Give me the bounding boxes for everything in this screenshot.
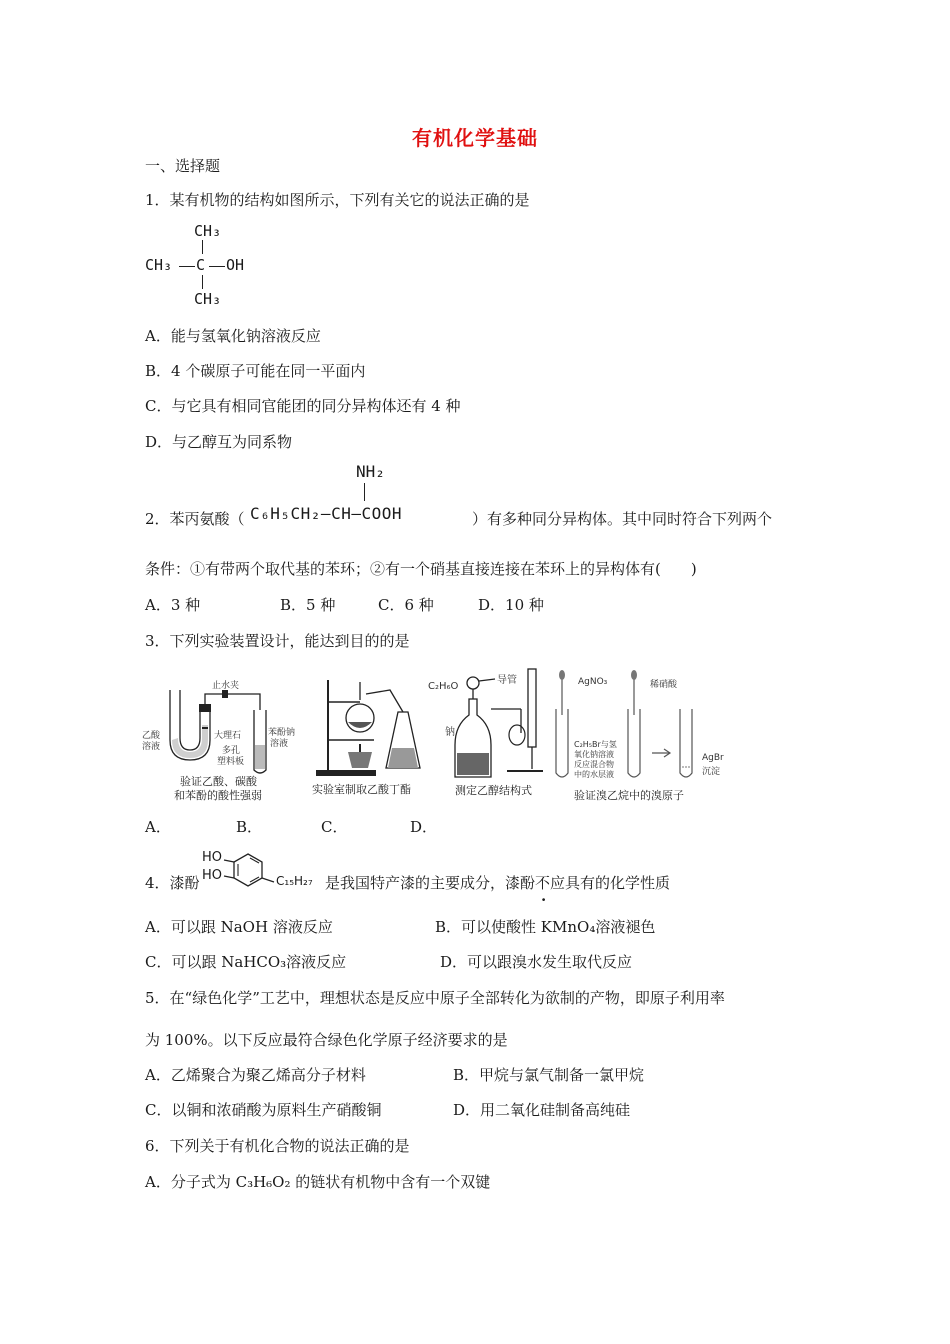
q1-option-a: A．能与氢氧化钠溶液反应 <box>145 327 321 345</box>
fig-d-label: 氧化钠溶液 <box>574 750 614 759</box>
q3-stem: 3．下列实验装置设计，能达到目的的是 <box>145 632 410 650</box>
q6-option-a: A．分子式为 C₃H₆O₂ 的链状有机物中含有一个双键 <box>145 1173 491 1191</box>
fig-a-label: 止水夹 <box>212 681 240 691</box>
q1-structure <box>145 222 265 312</box>
fig-d-caption: 验证溴乙烷中的溴原子 <box>574 789 684 802</box>
q4-option-a: A．可以跟 NaOH 溶液反应 <box>145 918 333 936</box>
q4-option-b: B．可以使酸性 KMnO₄溶液褪色 <box>435 918 656 936</box>
q1-struct-bottom: CH₃ <box>194 290 222 308</box>
q5-line-2: 为 100%。以下反应最符合绿色化学原子经济要求的是 <box>145 1031 508 1049</box>
q2-formula <box>250 462 472 532</box>
q1-option-b: B．4 个碳原子可能在同一平面内 <box>145 362 366 380</box>
fig-a-label: 溶液 <box>142 742 161 752</box>
bond-line <box>202 240 203 254</box>
section-heading: 一、选择题 <box>145 157 221 175</box>
q4-oh-2: HO <box>202 868 223 883</box>
page-title: 有机化学基础 <box>412 126 538 150</box>
fig-a-label: 溶液 <box>270 739 289 749</box>
q5-option-c: C．以铜和浓硝酸为原料生产硝酸铜 <box>145 1101 382 1119</box>
q3-option-a: A． <box>145 818 171 836</box>
q1-struct-left: CH₃ <box>145 256 173 274</box>
fig-d-label: AgNO₃ <box>578 677 608 687</box>
fig-a-caption: 验证乙酸、碳酸 <box>180 775 257 788</box>
fig-d-label: 中的水层液 <box>574 770 614 779</box>
q3-figure-a <box>142 670 296 805</box>
q4-prefix: 4．漆酚 <box>145 874 200 892</box>
q3-option-b: B． <box>236 818 263 836</box>
bond-line <box>364 483 365 501</box>
fig-c-label: C₂H₆O <box>428 681 459 692</box>
q3-figure-d <box>552 665 732 805</box>
q1-struct-right: OH <box>226 256 245 274</box>
q5-option-b: B．甲烷与氯气制备一氯甲烷 <box>453 1066 645 1084</box>
q1-struct-top: CH₃ <box>194 222 222 240</box>
q6-stem: 6．下列关于有机化合物的说法正确的是 <box>145 1137 410 1155</box>
q3-option-c: C． <box>321 818 348 836</box>
bond-line <box>179 266 195 267</box>
fig-a-label: 大理石 <box>214 731 242 741</box>
q4-chain: C₁₅H₂₇ <box>276 874 313 888</box>
q2-prefix: 2．苯丙氨酸（ <box>145 510 245 528</box>
q2-option-d: D．10 种 <box>478 596 544 614</box>
q2-option-b: B．5 种 <box>280 596 336 614</box>
fig-a-label: 苯酚钠 <box>268 728 296 738</box>
q4-emphasis: 不 <box>535 874 551 892</box>
q2-suffix: ）有多种同分异构体。其中同时符合下列两个 <box>472 510 773 528</box>
q2-option-c: C．6 种 <box>378 596 434 614</box>
fig-d-label: 反应混合物 <box>574 760 614 769</box>
q1-option-d: D．与乙醇互为同系物 <box>145 433 293 451</box>
q1-struct-center: C <box>196 256 206 274</box>
q5-option-d: D．用二氧化硅制备高纯硅 <box>453 1101 631 1119</box>
q5-option-a: A．乙烯聚合为聚乙烯高分子材料 <box>145 1066 366 1084</box>
fig-c-caption: 测定乙醇结构式 <box>455 784 532 797</box>
q2-conditions: 条件：①有带两个取代基的苯环；②有一个硝基直接连接在苯环上的异构体有( ) <box>145 560 697 578</box>
ester-apparatus <box>308 672 426 780</box>
q3-figure-b <box>308 672 426 802</box>
fig-a-label: 塑料板 <box>217 757 245 767</box>
q1-stem: 1．某有机物的结构如图所示，下列有关它的说法正确的是 <box>145 191 530 209</box>
q4-option-d: D．可以跟溴水发生取代反应 <box>440 953 633 971</box>
q3-option-d: D． <box>410 818 438 836</box>
q1-option-c: C．与它具有相同官能团的同分异构体还有 4 种 <box>145 397 461 415</box>
fig-d-label: C₂H₅Br与氢 <box>574 740 617 749</box>
fig-d-label: AgBr <box>702 753 724 763</box>
bond-line <box>209 266 225 267</box>
q4-suffix <box>325 873 670 893</box>
fig-d-label: 稀硝酸 <box>650 680 678 690</box>
fig-c-label: 导管 <box>497 675 517 686</box>
fig-b-caption: 实验室制取乙酸丁酯 <box>312 783 411 796</box>
q4-option-c: C．可以跟 NaHCO₃溶液反应 <box>145 953 347 971</box>
q2-formula-top: NH₂ <box>356 462 385 481</box>
q4-suffix-a: 是我国特产漆的主要成分，漆酚 <box>325 874 536 892</box>
q2-formula-main: C₆H₅CH₂—CH—COOH <box>250 504 402 523</box>
fig-a-label: 多孔 <box>222 746 241 756</box>
fig-d-label: 沉淀 <box>702 767 721 777</box>
q3-figure-c <box>425 665 545 802</box>
fig-a-label: 乙酸 <box>142 731 161 741</box>
q4-structure <box>200 848 320 896</box>
q5-line-1: 5．在“绿色化学”工艺中，理想状态是反应中原子全部转化为欲制的产物，即原子利用率 <box>145 989 725 1007</box>
bond-line <box>202 275 203 289</box>
q4-suffix-b: 应具有的化学性质 <box>550 874 671 892</box>
q2-option-a: A．3 种 <box>145 596 201 614</box>
fig-a-caption: 和苯酚的酸性强弱 <box>174 789 262 802</box>
fig-c-label: 钠 <box>445 727 455 738</box>
q4-oh-1: HO <box>202 850 223 865</box>
